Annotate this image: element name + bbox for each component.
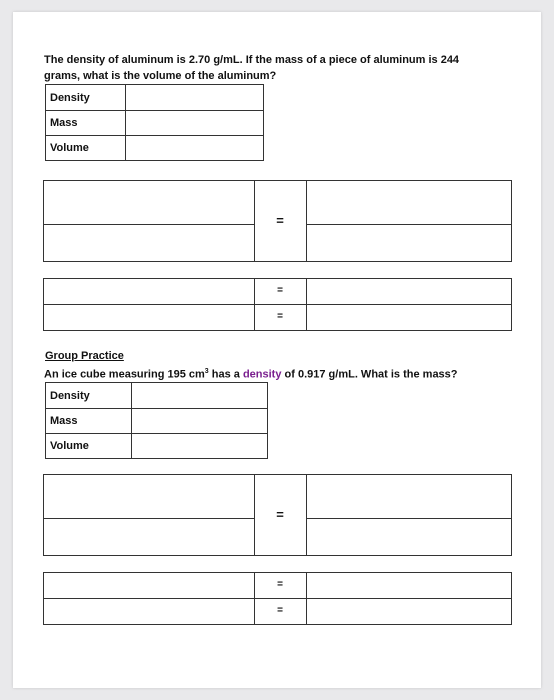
- table1-row-density: [46, 85, 264, 111]
- work-box-3-fraction-left: [43, 518, 254, 519]
- problem1-line1: The density of aluminum is 2.70 g/mL. If the mass of a piece of aluminum is 244: [44, 54, 460, 66]
- table2-label-mass: Mass: [46, 409, 132, 434]
- work-box-3-equals: =: [276, 507, 284, 522]
- table1: [45, 84, 264, 161]
- work-box-1-fraction-right: [306, 224, 512, 225]
- work-box-2-divider-left: [254, 278, 255, 331]
- table2-value-density[interactable]: [132, 383, 268, 409]
- work-box-1-divider-right: [306, 180, 307, 262]
- work-box-4-divider-right: [306, 572, 307, 625]
- work-box-4-row-divider: [43, 598, 512, 599]
- question-superscript: 3: [204, 368, 209, 375]
- work-box-2-equals-1: =: [277, 285, 283, 296]
- table1-label-density: Density: [46, 85, 126, 111]
- group-practice-question: [44, 364, 458, 383]
- question-density-highlight: density: [242, 368, 282, 381]
- table1-label-mass: Mass: [46, 111, 126, 136]
- problem1-line2: grams, what is the volume of the aluminum?: [44, 70, 277, 82]
- work-box-4-equals-1: =: [277, 579, 283, 590]
- work-box-1-divider-left: [254, 180, 255, 262]
- table2: [45, 382, 268, 459]
- question-part2: has a: [208, 368, 243, 381]
- table2-row-density: [46, 383, 268, 409]
- table2-label-volume: Volume: [46, 434, 132, 459]
- work-box-3-fraction-right: [306, 518, 512, 519]
- work-box-3-divider-right: [306, 474, 307, 556]
- table1-value-volume[interactable]: [126, 136, 264, 161]
- table1-value-mass[interactable]: [126, 111, 264, 136]
- work-box-4-equals-2: =: [277, 605, 283, 616]
- table1-row-volume: [46, 136, 264, 161]
- work-box-2-row-divider: [43, 304, 512, 305]
- group-practice-heading: Group Practice: [45, 350, 124, 362]
- table2-label-density: Density: [46, 383, 132, 409]
- table1-label-volume: Volume: [46, 136, 126, 161]
- question-part1: An ice cube measuring 195 cm: [44, 368, 205, 381]
- work-box-4-divider-left: [254, 572, 255, 625]
- work-box-2-divider-right: [306, 278, 307, 331]
- worksheet-page: [13, 12, 541, 688]
- work-box-3-divider-left: [254, 474, 255, 556]
- question-part3: of 0.917 g/mL. What is the mass?: [281, 368, 458, 381]
- work-box-2-equals-2: =: [277, 311, 283, 322]
- work-box-1-equals: =: [276, 213, 284, 228]
- work-box-1-fraction-left: [43, 224, 254, 225]
- table1-row-mass: [46, 111, 264, 136]
- table2-row-mass: [46, 409, 268, 434]
- table2-value-volume[interactable]: [132, 434, 268, 459]
- table2-value-mass[interactable]: [132, 409, 268, 434]
- table1-value-density[interactable]: [126, 85, 264, 111]
- table2-row-volume: [46, 434, 268, 459]
